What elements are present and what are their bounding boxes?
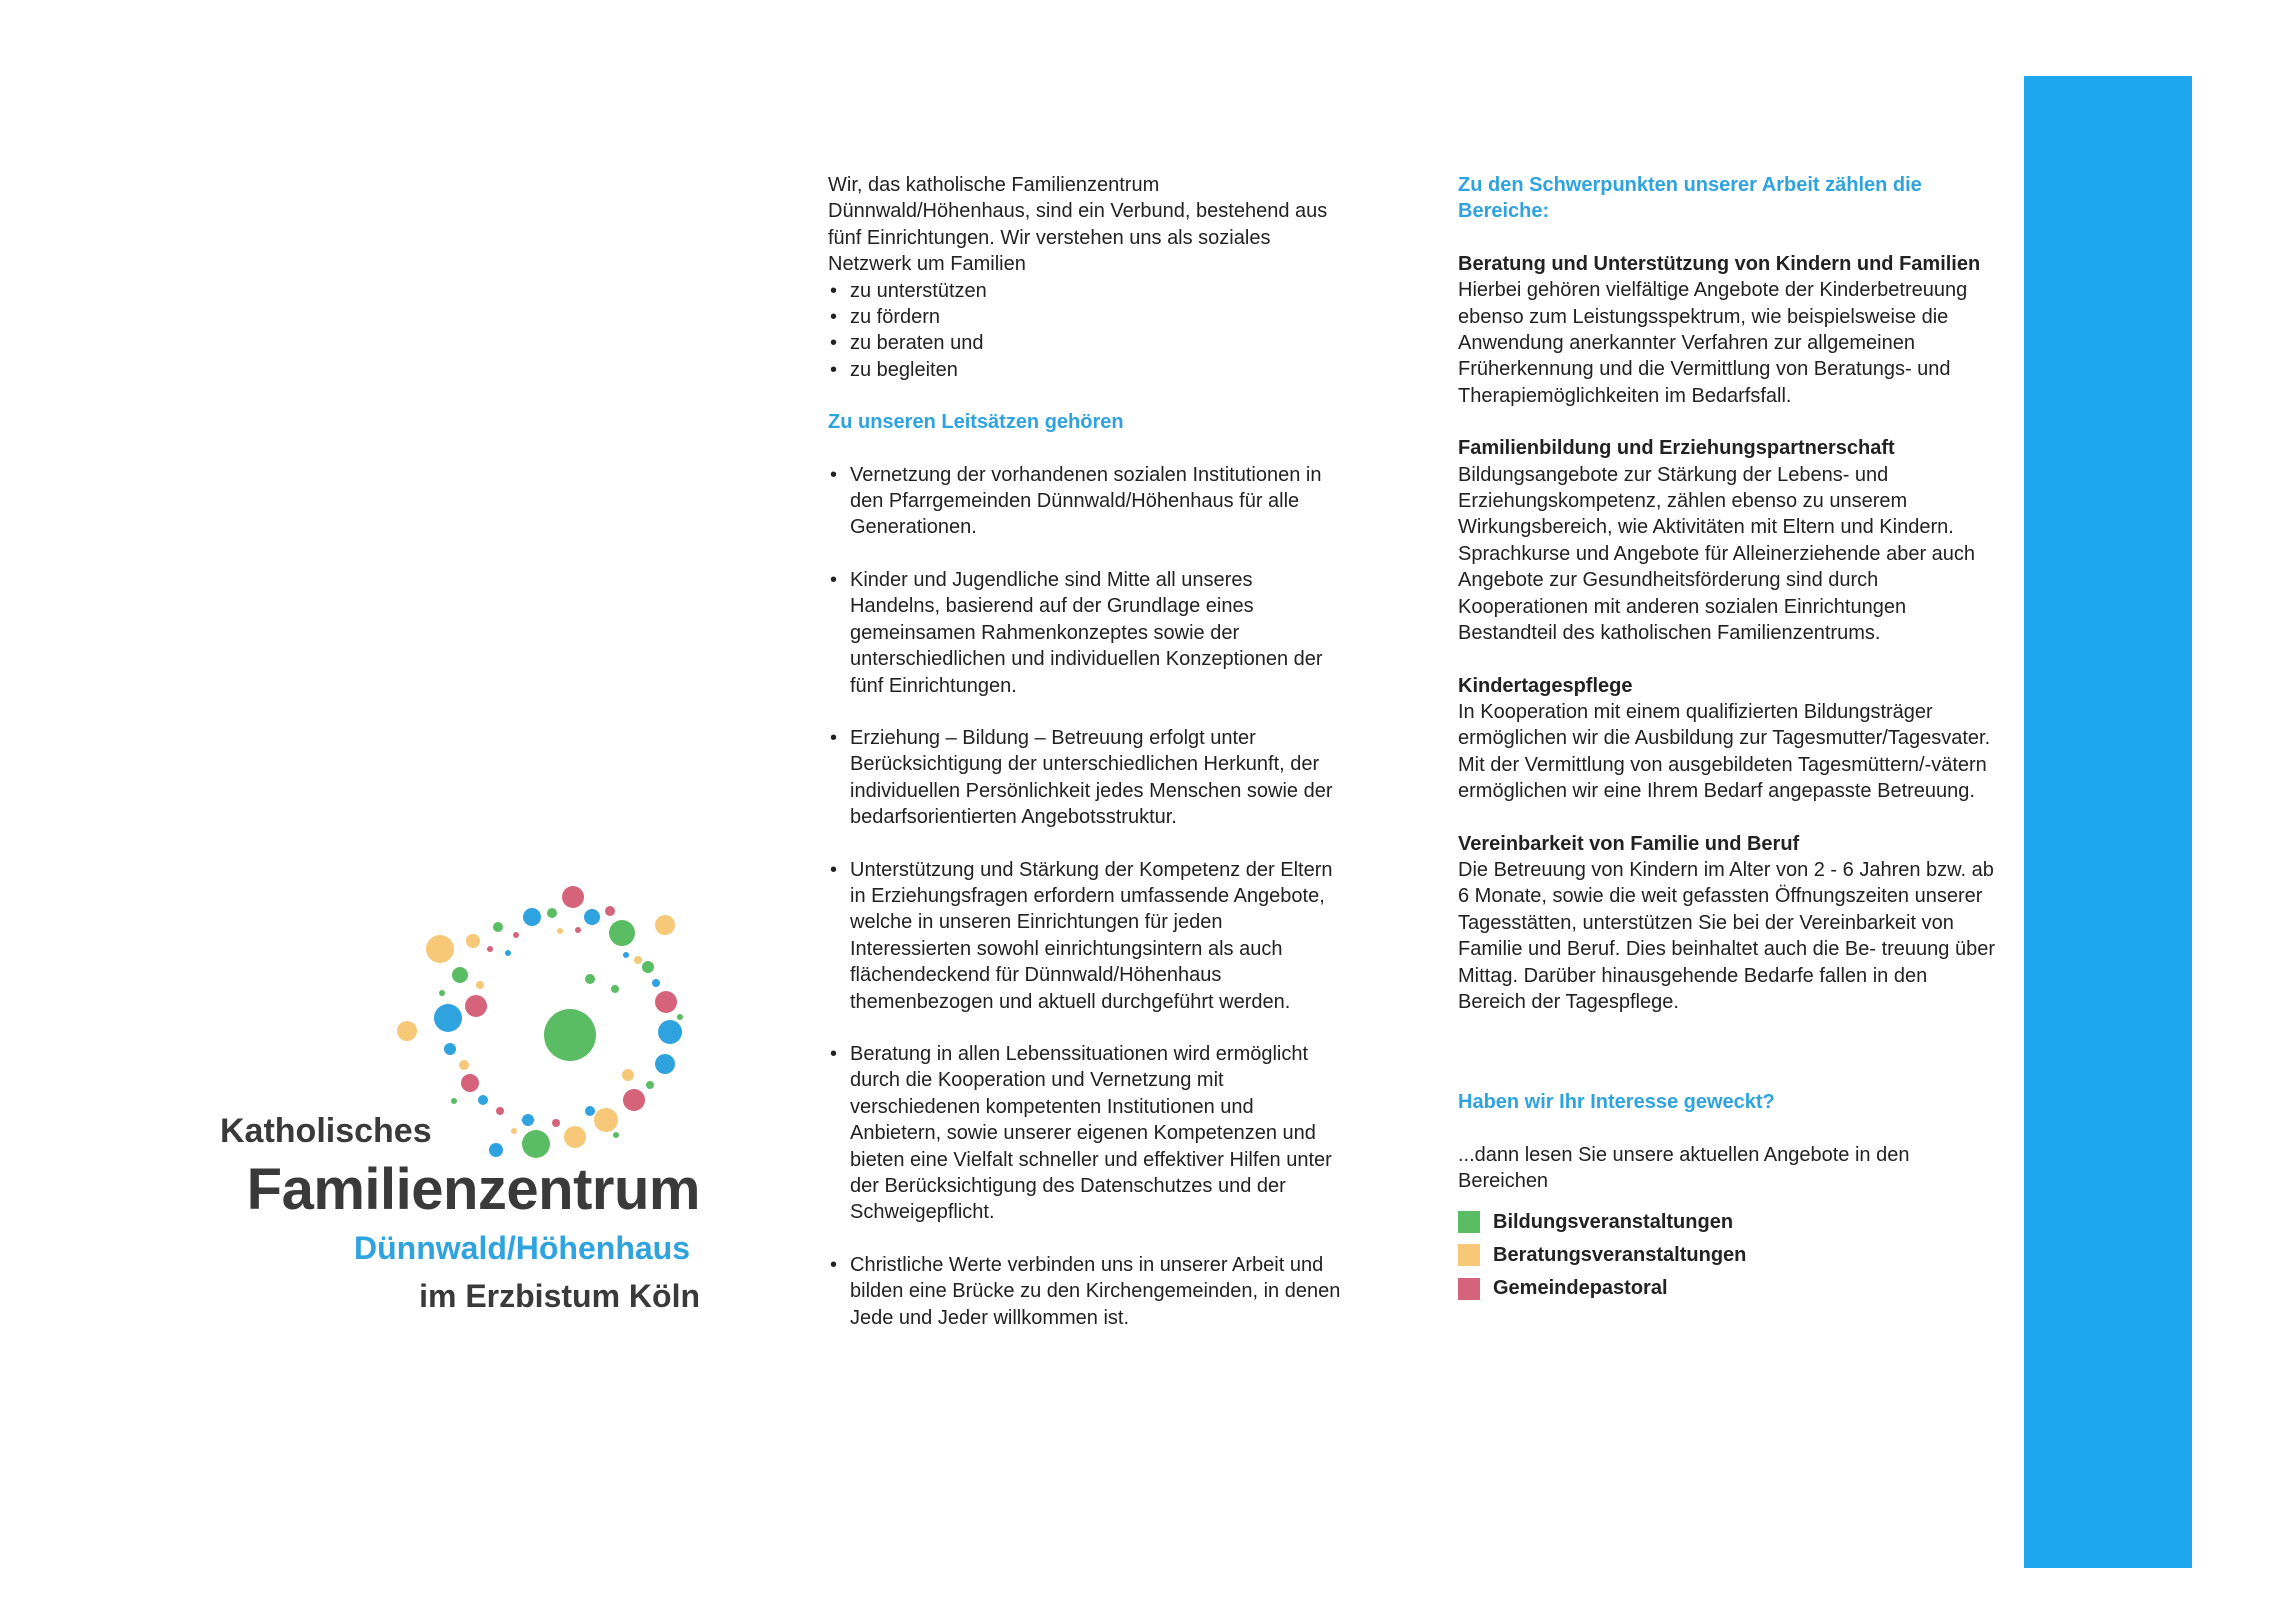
logo-line-location: Dünnwald/Höhenhaus xyxy=(354,1230,690,1266)
principles-list xyxy=(828,462,1348,1331)
focus-section-title: Familienbildung und Erziehungspartnerschaft xyxy=(1458,437,1895,460)
legend-label: Beratungsveranstaltungen xyxy=(1493,1244,1747,1266)
focus-heading: Zu den Schwerpunkten unserer Arbeit zählen die Bereiche: xyxy=(1458,174,1922,223)
legend-item-bildung xyxy=(1458,1209,1998,1235)
intro-bullet: • zu fördern xyxy=(828,304,1348,330)
principle-item: • Erziehung – Bildung – Betreuung erfolgt unter Berücksichtigung der unterschiedlichen Herkunft, der individuellen Persönlichkeit jedes Menschen sowie der bedarfsorientierten Angebotsstruktur. xyxy=(828,725,1348,831)
principle-item: • Christliche Werte verbinden uns in unserer Arbeit und bilden eine Brücke zu den Kirchengemeinden, in denen Jede und Jeder willkommen ist. xyxy=(828,1252,1348,1331)
focus-section-text: In Kooperation mit einem qualifizierten Bildungsträger ermöglichen wir die Ausbildung zur Tagesmutter/Tagesvater. Mit der Vermittlung von ausgebildeten Tagesmüttern/-vätern ermöglichen wir eine Ihrem Bedarf angepasste Betreuung. xyxy=(1458,700,1991,803)
focus-section-title: Kindertagespflege xyxy=(1458,674,1633,697)
focus-section xyxy=(1458,831,1998,1016)
middle-column xyxy=(828,172,1348,1357)
legend-item-beratung xyxy=(1458,1242,1998,1268)
legend-label: Gemeindepastoral xyxy=(1493,1277,1668,1300)
logo-line-katholisches: Katholisches xyxy=(220,1112,432,1150)
intro-bullet: • zu begleiten xyxy=(828,357,1348,383)
principle-item: • Vernetzung der vorhandenen sozialen Institutionen in den Pfarrgemeinden Dünnwald/Höhenhaus für alle Generationen. xyxy=(828,462,1348,541)
intro-paragraph: Wir, das katholische Familienzentrum Dünnwald/Höhenhaus, sind ein Verbund, bestehend aus fünf Einrichtungen. Wir verstehen uns als soziales Netzwerk um Familien xyxy=(828,174,1328,276)
legend-item-gemeindepastoral xyxy=(1458,1275,1998,1301)
focus-section-title: Vereinbarkeit von Familie und Beruf xyxy=(1458,832,1800,855)
logo-line-familienzentrum: Familienzentrum xyxy=(246,1157,700,1222)
intro-bullet-list xyxy=(828,278,1348,384)
focus-section-text: Bildungsangebote zur Stärkung der Lebens- und Erziehungskompetenz, zählen ebenso zu unserem Wirkungsbereich, wie Aktivitäten mit Eltern und Kindern. Sprachkurse und Angebote für Alleinerziehende aber auch Angebote zur Gesundheitsförderung sind durch Kooperationen mit anderen sozialen Einrichtungen Bestandteil des katholischen Familienzentrums. xyxy=(1458,463,1976,645)
principles-heading: Zu unseren Leitsätzen gehören xyxy=(828,411,1124,434)
intro-bullet: • zu beraten und xyxy=(828,330,1348,356)
right-column xyxy=(1458,172,1998,1309)
yellow-square-icon xyxy=(1458,1244,1480,1266)
logo-line-diocese: im Erzbistum Köln xyxy=(419,1278,700,1314)
focus-section xyxy=(1458,673,1998,805)
focus-section-title: Beratung und Unterstützung von Kindern und Familien xyxy=(1458,252,1981,275)
legend-label: Bildungsveranstaltungen xyxy=(1493,1210,1734,1233)
interest-heading: Haben wir Ihr Interesse geweckt? xyxy=(1458,1091,1775,1114)
focus-section-text: Die Betreuung von Kindern im Alter von 2 - 6 Jahren bzw. ab 6 Monate, sowie die weit gefassten Öffnungszeiten unserer Tagesstätten, unterstützen Sie bei der Vereinbarkeit von Familie und Beruf. Dies beinhaltet auch die Be- treuung über Mittag. Darüber hinausgehende Bedarfe fallen in den Bereich der Tagespflege. xyxy=(1458,858,1995,1013)
focus-section xyxy=(1458,435,1998,646)
focus-section-text: Hierbei gehören vielfältige Angebote der Kinderbetreuung ebenso zum Leistungsspektrum, wie beispielsweise die Anwendung anerkannter Verfahren zur allgemeinen Früherkennung und die Vermittlung von Beratungs- und Therapiemöglichkeiten im Bedarfsfall. xyxy=(1458,279,1968,407)
red-square-icon xyxy=(1458,1278,1480,1300)
principle-item: • Unterstützung und Stärkung der Kompetenz der Eltern in Erziehungsfragen erfordern umfassende Angebote, welche in unseren Einrichtungen für jeden Interessierten sowohl einrichtungsintern als auch flächendeckend für Dünnwald/Höhenhaus themenbezogen und aktuell durchgeführt werden. xyxy=(828,857,1348,1015)
focus-section xyxy=(1458,251,1998,409)
principle-item: • Beratung in allen Lebenssituationen wird ermöglicht durch die Kooperation und Vernetzung mit verschiedenen kompetenten Institutionen und Anbietern, sowie unserer eigenen Kompetenzen und bieten eine Vielfalt schneller und effektiver Hilfen unter der Berücksichtigung des Datenschutzes und der Schweigepflicht. xyxy=(828,1041,1348,1226)
blue-side-bar xyxy=(2024,76,2192,1568)
principle-item: • Kinder und Jugendliche sind Mitte all unseres Handelns, basierend auf der Grundlage eines gemeinsamen Rahmenkonzeptes sowie der unterschiedlichen und individuellen Konzeptionen der fünf Einrichtungen. xyxy=(828,567,1348,699)
interest-text: ...dann lesen Sie unsere aktuellen Angebote in den Bereichen xyxy=(1458,1143,1910,1193)
category-legend xyxy=(1458,1209,1998,1302)
green-square-icon xyxy=(1458,1211,1480,1233)
intro-bullet: • zu unterstützen xyxy=(828,278,1348,304)
